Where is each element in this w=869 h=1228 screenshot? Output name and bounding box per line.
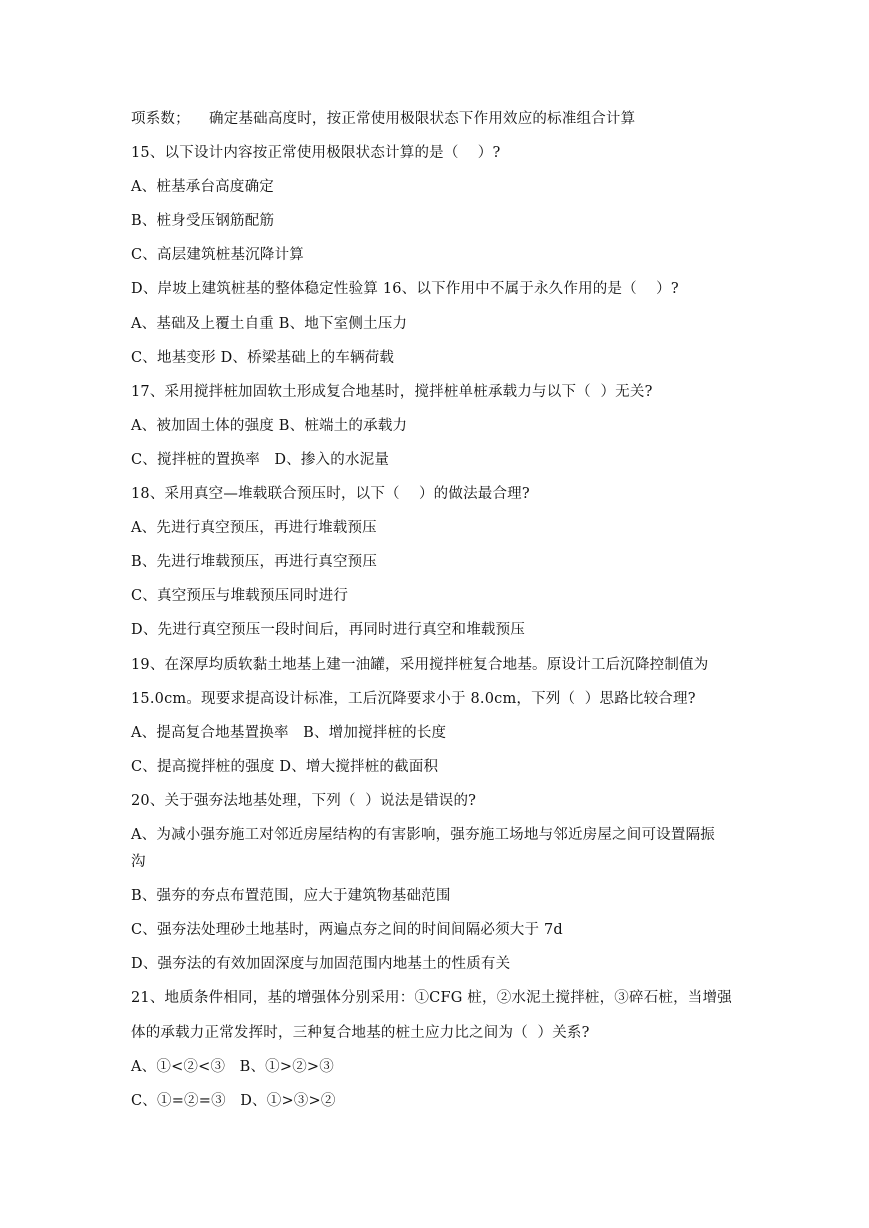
question-17: 17、采用搅拌桩加固软土形成复合地基时，搅拌桩单桩承载力与以下（ ）无关? <box>131 383 653 400</box>
question-19: 19、在深厚均质软黏土地基上建一油罐，采用搅拌桩复合地基。原设计工后沉降控制值为 <box>131 656 709 673</box>
option-line: D、先进行真空预压一段时间后，再同时进行真空和堆载预压 <box>131 622 526 639</box>
option-line: A、①<②<③ B、①>②>③ <box>131 1058 334 1075</box>
option-line: C、真空预压与堆载预压同时进行 <box>131 588 349 605</box>
option-line-question-16: D、岸坡上建筑桩基的整体稳定性验算 16、以下作用中不属于永久作用的是（ ）? <box>131 281 679 298</box>
document-body <box>131 109 751 1125</box>
option-line: C、①=②=③ D、①>③>② <box>131 1092 336 1109</box>
option-line: C、高层建筑桩基沉降计算 <box>131 247 304 264</box>
option-line: A、提高复合地基置换率 B、增加搅拌桩的长度 <box>131 724 447 741</box>
option-line: B、强夯的夯点布置范围，应大于建筑物基础范围 <box>131 888 451 905</box>
option-line: B、先进行堆载预压，再进行真空预压 <box>131 554 378 571</box>
option-line: A、先进行真空预压，再进行堆载预压 <box>131 520 377 537</box>
question-15: 15、以下设计内容按正常使用极限状态计算的是（ ）? <box>131 145 501 162</box>
option-line: D、强夯法的有效加固深度与加固范围内地基土的性质有关 <box>131 956 511 973</box>
question-19-continued: 15.0cm。现要求提高设计标准，工后沉降要求小于 8.0cm，下列（ ）思路比较合理? <box>131 690 696 707</box>
option-line: B、桩身受压钢筋配筋 <box>131 213 275 230</box>
option-line: C、搅拌桩的置换率 D、掺入的水泥量 <box>131 451 390 468</box>
question-18: 18、采用真空—堆载联合预压时，以下（ ）的做法最合理? <box>131 486 530 503</box>
option-line: C、强夯法处理砂土地基时，两遍点夯之间的时间间隔必须大于 7d <box>131 922 563 939</box>
question-21-continued: 体的承载力正常发挥时，三种复合地基的桩土应力比之间为（ ）关系? <box>131 1024 590 1041</box>
option-line: A、被加固土体的强度 B、桩端土的承载力 <box>131 417 408 434</box>
option-line: C、地基变形 D、桥梁基础上的车辆荷载 <box>131 349 395 366</box>
question-21: 21、地质条件相同，基的增强体分别采用：①CFG 桩，②水泥土搅拌桩，③碎石桩，当增强 <box>131 990 732 1007</box>
question-20: 20、关于强夯法地基处理，下列（ ）说法是错误的? <box>131 792 477 809</box>
option-line-continued: 沟 <box>131 854 146 871</box>
option-line: A、为减小强夯施工对邻近房屋结构的有害影响，强夯施工场地与邻近房屋之间可设置隔振 <box>131 826 715 843</box>
option-line: A、桩基承台高度确定 <box>131 179 274 196</box>
text-line: 项系数； 确定基础高度时，按正常使用极限状态下作用效应的标准组合计算 <box>131 111 636 127</box>
option-line: A、基础及上覆土自重 B、地下室侧土压力 <box>131 315 408 332</box>
option-line: C、提高搅拌桩的强度 D、增大搅拌桩的截面积 <box>131 758 439 775</box>
